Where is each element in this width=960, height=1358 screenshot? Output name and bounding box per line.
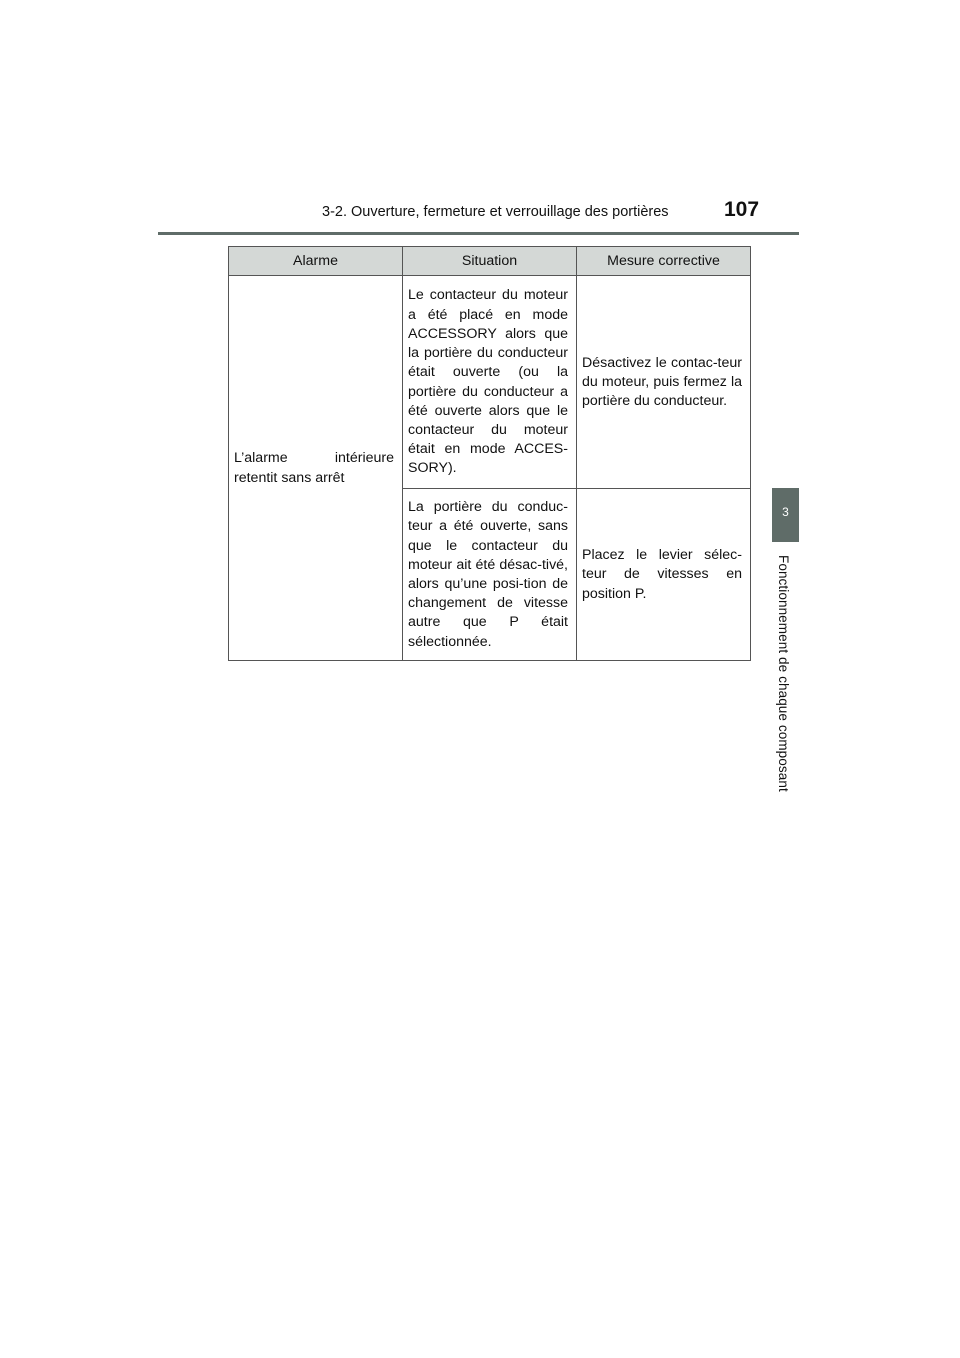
situation-cell: La portière du conduc-teur a été ouverte, sans que le contacteur du moteur ait été désac-tivé, alors qu’une posi-tion de changement de vitesse autre que P était sélectionnée. bbox=[403, 489, 577, 661]
column-header-situation: Situation bbox=[403, 247, 577, 276]
header-divider bbox=[158, 232, 799, 235]
measure-cell: Désactivez le contac-teur du moteur, puis fermez la portière du conducteur. bbox=[577, 276, 751, 489]
chapter-number: 3 bbox=[782, 505, 789, 519]
table-header-row bbox=[229, 247, 751, 276]
table-row bbox=[229, 276, 751, 489]
alarm-cell: L’alarme intérieure retentit sans arrêt bbox=[229, 276, 403, 661]
measure-cell: Placez le levier sélec-teur de vitesses en position P. bbox=[577, 489, 751, 661]
section-title: 3-2. Ouverture, fermeture et verrouillage des portières bbox=[322, 204, 669, 220]
column-header-alarm: Alarme bbox=[229, 247, 403, 276]
situation-cell: Le contacteur du moteur a été placé en mode ACCESSORY alors que la portière du conducteur était ouverte (ou la portière du conducteur a été ouverte alors que le contacteur du moteur était en mode ACCES-SORY). bbox=[403, 276, 577, 489]
page-number: 107 bbox=[724, 198, 760, 221]
column-header-measure: Mesure corrective bbox=[577, 247, 751, 276]
chapter-title: Fonctionnement de chaque composant bbox=[776, 555, 791, 792]
alarm-table bbox=[228, 246, 751, 661]
chapter-tab bbox=[772, 488, 799, 542]
